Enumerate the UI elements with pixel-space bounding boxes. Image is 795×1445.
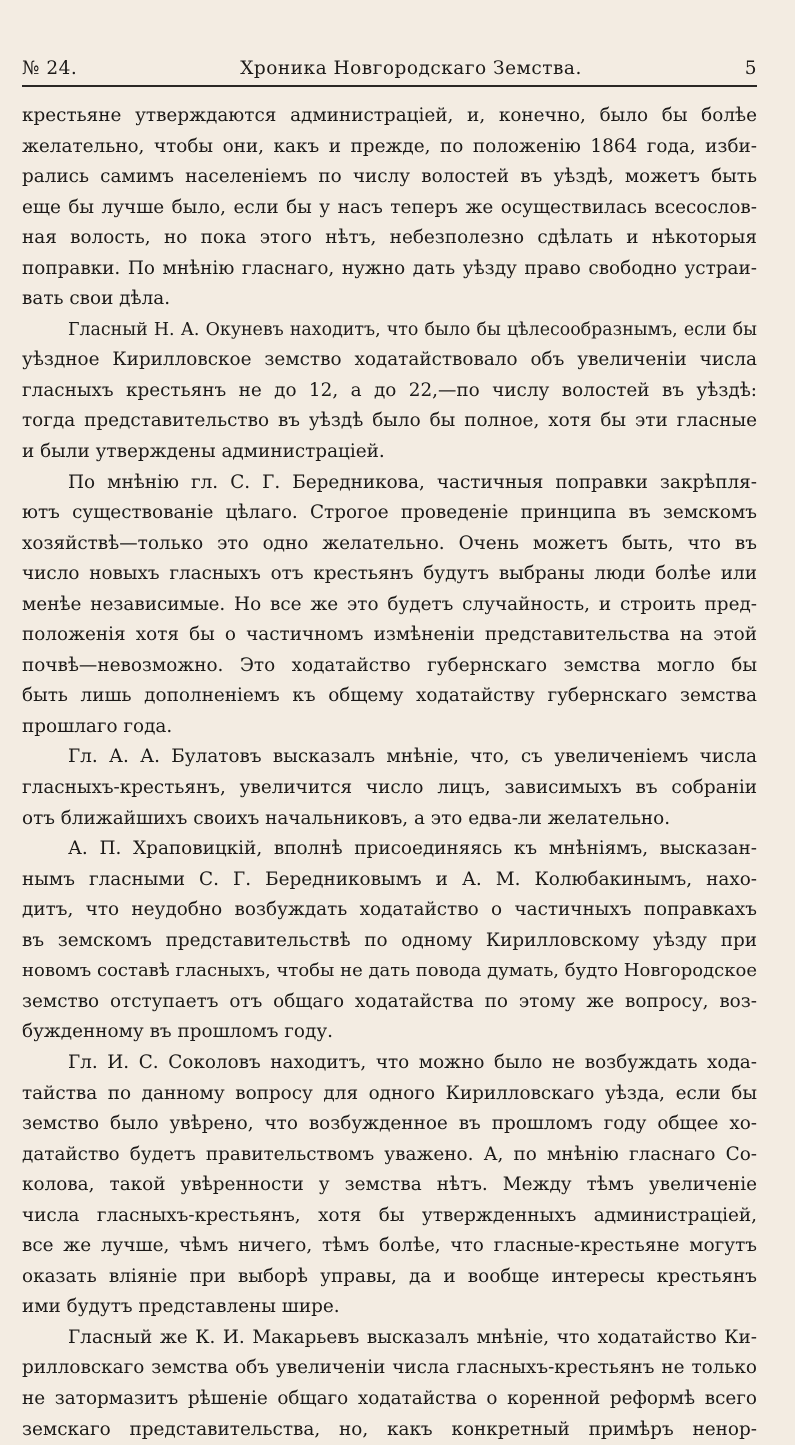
text-line: положенія хотя бы о частичномъ измѣненіи представительства на этой: [22, 624, 757, 646]
text-line: ная волость, но пока этого нѣтъ, небезполезно сдѣлать и нѣкоторыя: [22, 227, 757, 249]
text-line: быть лишь дополненіемъ къ общему ходатайству губернскаго земства: [22, 685, 757, 707]
page-header: [22, 58, 757, 84]
text-line: земство было увѣрено, что возбужденное въ прошломъ году общее хо-: [22, 1113, 757, 1135]
body-text: [22, 101, 757, 1445]
text-line: желательно, чтобы они, какъ и прежде, по положенію 1864 года, изби-: [22, 135, 757, 157]
text-line: Гл. И. С. Соколовъ находитъ, что можно было не возбуждать хода-: [68, 1051, 757, 1073]
text-line: почвѣ—невозможно. Это ходатайство губернскаго земства могло бы: [22, 654, 757, 676]
text-line: не затормазитъ рѣшеніе общаго ходатайства о коренной реформѣ всего: [22, 1387, 757, 1409]
text-line: колова, такой увѣренности у земства нѣтъ. Между тѣмъ увеличеніе: [22, 1174, 757, 1196]
text-line: датайство будетъ правительствомъ уважено. А, по мнѣнію гласнаго Со-: [22, 1143, 757, 1165]
text-line: ютъ существованіе цѣлаго. Строгое проведеніе принципа въ земскомъ: [22, 502, 757, 524]
text-line: крестьяне утверждаются администраціей, и, конечно, было бы болѣе: [22, 105, 757, 126]
text-line: числа гласныхъ-крестьянъ, хотя бы утвержденныхъ администраціей,: [22, 1204, 757, 1226]
text-line: новомъ составѣ гласныхъ, чтобы не дать повода думать, будто Новгородское: [22, 960, 757, 982]
issue-number: № 24.: [22, 58, 78, 79]
text-line: число новыхъ гласныхъ отъ крестьянъ будутъ выбраны люди болѣе или: [22, 563, 757, 585]
text-line: вать свои дѣла.: [22, 288, 171, 310]
text-line: оказать вліяніе при выборѣ управы, да и вообще интересы крестьянъ: [22, 1265, 757, 1287]
text-line: земскаго представительства, но, какъ конкретный примѣръ ненор-: [22, 1418, 757, 1440]
text-line: нымъ гласными С. Г. Бередниковымъ и А. М. Колюбакинымъ, нахо-: [22, 868, 757, 890]
text-line: поправки. По мнѣнію гласнаго, нужно дать уѣзду право свободно устраи-: [22, 257, 757, 279]
text-line: все же лучше, чѣмъ ничего, тѣмъ болѣе, что гласные-крестьяне могутъ: [22, 1235, 757, 1257]
text-line: А. П. Храповицкій, вполнѣ присоединяясь къ мнѣніямъ, высказан-: [68, 838, 757, 860]
text-line: Гл. А. А. Булатовъ высказалъ мнѣніе, что, съ увеличеніемъ числа: [68, 746, 757, 768]
text-line: хозяйствѣ—только это одно желательно. Очень можетъ быть, что въ: [22, 532, 757, 554]
text-line: въ земскомъ представительствѣ по одному Кирилловскому уѣзду при: [22, 929, 757, 951]
text-line: уѣздное Кирилловское земство ходатайствовало объ увеличеніи числа: [22, 349, 757, 371]
text-line: земство отступаетъ отъ общаго ходатайства по этому же вопросу, воз-: [22, 990, 757, 1012]
page-number: 5: [744, 58, 757, 79]
running-title: Хроника Новгородскаго Земства.: [240, 58, 582, 79]
text-line: рилловскаго земства объ увеличеніи числа гласныхъ-крестьянъ не только: [22, 1357, 757, 1379]
text-line: и были утверждены администраціей.: [22, 441, 385, 463]
text-line: ими будутъ представлены шире.: [22, 1296, 340, 1318]
text-line: гласныхъ-крестьянъ, увеличится число лицъ, зависимыхъ въ собраніи: [22, 777, 757, 799]
text-line: прошлаго года.: [22, 715, 173, 737]
text-line: гласныхъ крестьянъ не до 12, а до 22,—по числу волостей въ уѣздѣ:: [22, 379, 757, 401]
header-rule: [22, 85, 757, 87]
text-line: тайства по данному вопросу для одного Кирилловскаго уѣзда, если бы: [22, 1082, 757, 1104]
text-line: Гласный же К. И. Макарьевъ высказалъ мнѣніе, что ходатайство Ки-: [68, 1326, 757, 1348]
text-line: По мнѣнію гл. С. Г. Бередникова, частичныя поправки закрѣпля-: [68, 471, 757, 493]
text-line: отъ ближайшихъ своихъ начальниковъ, а это едва-ли желательно.: [22, 807, 671, 829]
text-line: бужденному въ прошломъ году.: [22, 1021, 333, 1043]
text-line: еще бы лучше было, если бы у насъ теперъ же осуществилась всесослов-: [22, 196, 757, 218]
text-line: тогда представительство въ уѣздѣ было бы полное, хотя бы эти гласные: [22, 410, 757, 432]
text-line: менѣе независимые. Но все же это будетъ случайность, и строить пред-: [22, 593, 757, 615]
text-line: дитъ, что неудобно возбуждать ходатайство о частичныхъ поправкахъ: [22, 899, 757, 921]
text-line: рались самимъ населеніемъ по числу волостей въ уѣздѣ, можетъ быть: [22, 166, 757, 188]
text-line: Гласный Н. А. Окуневъ находитъ, что было бы цѣлесообразнымъ, если бы: [68, 319, 757, 340]
